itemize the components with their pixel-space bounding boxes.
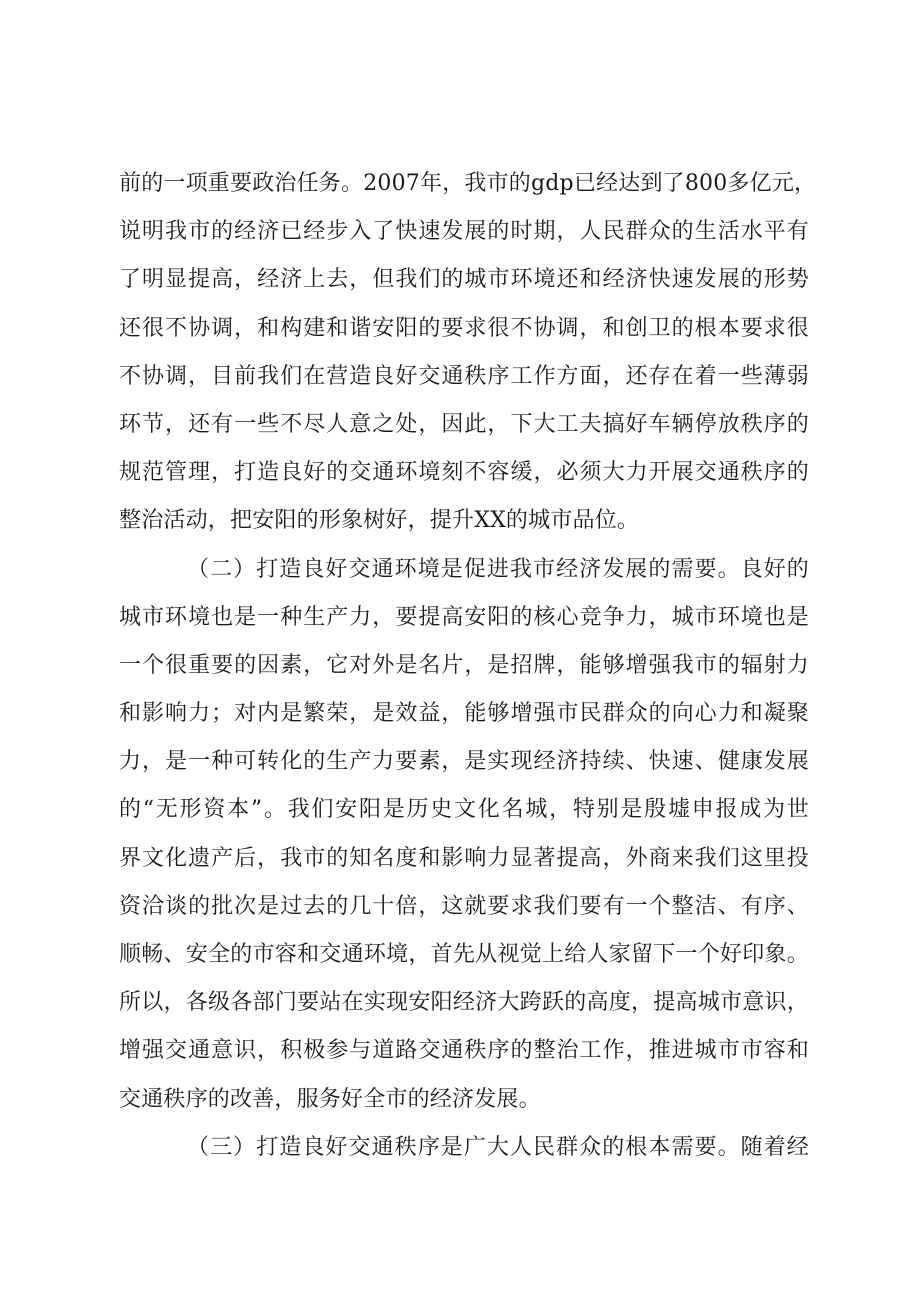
text-line: 说明我市的经济已经步入了快速发展的时期，人民群众的生活水平有 <box>119 219 809 245</box>
text-line: 所以，各级各部门要站在实现安阳经济大跨跃的高度，提高城市意识， <box>119 990 809 1016</box>
text-line: 整治活动，把安阳的形象树好，提升XX的城市品位。 <box>119 508 640 534</box>
paragraph-1 <box>119 160 817 546</box>
text-line: 力，是一种可转化的生产力要素，是实现经济持续、快速、健康发展 <box>119 749 809 775</box>
text-line: 的“无形资本”。我们安阳是历史文化名城，特别是殷墟申报成为世 <box>119 797 809 823</box>
document-body <box>119 160 817 1172</box>
text-line: 规范管理，打造良好的交通环境刻不容缓，必须大力开展交通秩序的 <box>119 460 809 486</box>
text-line: 了明显提高，经济上去，但我们的城市环境还和经济快速发展的形势 <box>119 267 809 293</box>
text-line: （三）打造良好交通秩序是广大人民群众的根本需要。随着经 <box>187 1134 809 1160</box>
text-line: （二）打造良好交通环境是促进我市经济发展的需要。良好的 <box>187 556 809 582</box>
text-line: 交通秩序的改善，服务好全市的经济发展。 <box>119 1086 541 1112</box>
text-line: 不协调，目前我们在营造良好交通秩序工作方面，还存在着一些薄弱 <box>119 363 809 389</box>
text-line: 环节，还有一些不尽人意之处，因此，下大工夫搞好车辆停放秩序的 <box>119 411 809 437</box>
paragraph-2 <box>119 546 809 1124</box>
text-line: 城市环境也是一种生产力，要提高安阳的核心竞争力，城市环境也是 <box>119 604 809 630</box>
text-line: 前的一项重要政治任务。2007年，我市的gdp已经达到了800多亿元， <box>119 171 817 196</box>
text-line: 还很不协调，和构建和谐安阳的要求很不协调，和创卫的根本要求很 <box>119 315 809 341</box>
text-line: 资洽谈的批次是过去的几十倍，这就要求我们要有一个整洁、有序、 <box>119 893 809 919</box>
text-line: 界文化遗产后，我市的知名度和影响力显著提高，外商来我们这里投 <box>119 845 809 871</box>
paragraph-3 <box>119 1124 809 1172</box>
text-line: 一个很重要的因素，它对外是名片，是招牌，能够增强我市的辐射力 <box>119 652 809 678</box>
text-line: 顺畅、安全的市容和交通环境，首先从视觉上给人家留下一个好印象。 <box>119 942 809 967</box>
text-line: 增强交通意识，积极参与道路交通秩序的整治工作，推进城市市容和 <box>119 1038 809 1064</box>
text-line: 和影响力；对内是繁荣，是效益，能够增强市民群众的向心力和凝聚 <box>119 701 809 727</box>
